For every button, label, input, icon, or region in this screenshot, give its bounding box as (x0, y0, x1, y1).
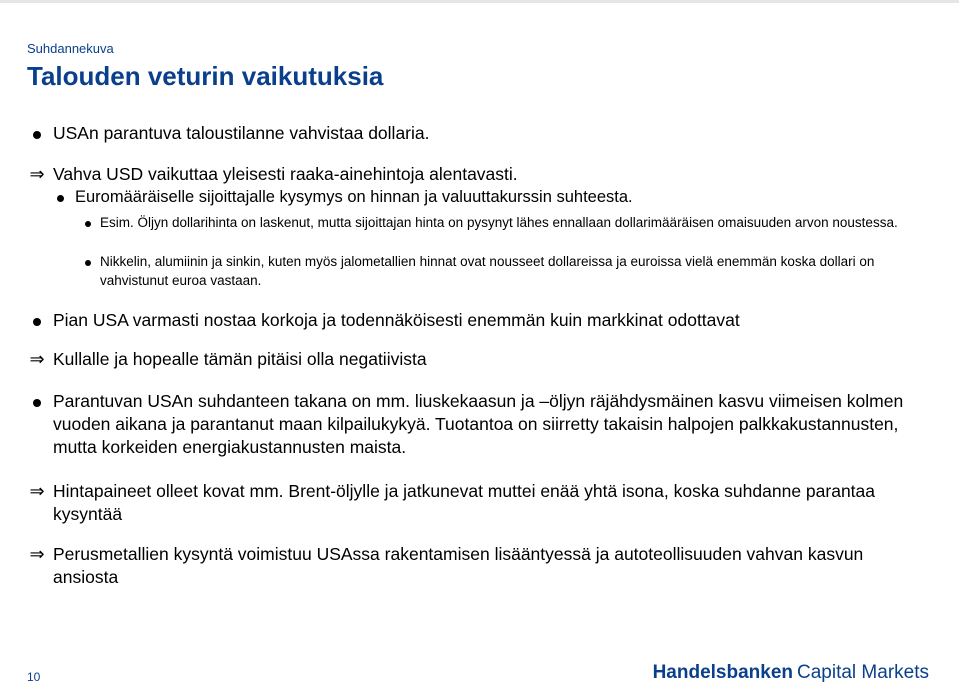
bullet-dot-icon (80, 252, 96, 271)
page-title: Talouden veturin vaikutuksia (27, 61, 384, 91)
bullet-item (27, 309, 932, 332)
bullet-text: USAn parantuva taloustilanne vahvistaa dollaria. (53, 123, 430, 143)
bullet-item (27, 543, 932, 589)
bullet-dot-icon (51, 186, 69, 208)
bullet-text: Euromääräiselle sijoittajalle kysymys on hinnan ja valuuttakurssin suhteesta. (75, 188, 633, 206)
bullet-text: Pian USA varmasti nostaa korkoja ja todennäköisesti enemmän kuin markkinat odottavat (53, 310, 740, 330)
brand-name: Handelsbanken (652, 662, 793, 683)
bullet-text: Perusmetallien kysyntä voimistuu USAssa rakentamisen lisääntyessä ja autoteollisuuden vahvan kasvun ansiosta (53, 544, 864, 587)
bullet-item (27, 122, 932, 145)
bullet-dot-icon (27, 122, 47, 145)
bullet-item (80, 252, 930, 290)
bullet-item (27, 163, 932, 186)
bullet-item (80, 213, 930, 232)
section-label: Suhdannekuva (27, 41, 114, 56)
bullet-text: Kullalle ja hopealle tämän pitäisi olla negatiivista (53, 349, 427, 369)
bullet-item (27, 480, 932, 526)
brand-logo (653, 662, 929, 684)
brand-suffix: Capital Markets (797, 662, 929, 683)
bullet-item (51, 186, 931, 208)
bullet-text: Esim. Öljyn dollarihinta on laskenut, mutta sijoittajan hinta on pysynyt lähes ennallaan dollarimääräisen omaisuuden arvon noustessa. (100, 215, 898, 230)
bullet-text: Hintapaineet olleet kovat mm. Brent-öljylle ja jatkunevat muttei enää yhtä isona, koska suhdanne parantaa kysyntää (53, 481, 876, 524)
bullet-dot-icon (80, 213, 96, 232)
bullet-item (27, 348, 932, 371)
arrow-right-icon: ⇒ (29, 481, 45, 501)
bullet-text: Parantuvan USAn suhdanteen takana on mm. liuskekaasun ja –öljyn räjähdysmäinen kasvu viimeisen kolmen vuoden aikana ja parantanut maan kilpailukykyä. Tuotantoa on siirretty takaisin halpojen palkkakustannusten, mutta korkeiden energiakustannusten maista. (53, 391, 904, 457)
arrow-right-icon: ⇒ (29, 544, 45, 564)
page-number: 10 (27, 670, 41, 684)
bullet-dot-icon (27, 309, 47, 332)
bullet-item (27, 390, 932, 459)
arrow-right-icon: ⇒ (29, 164, 45, 184)
bullet-dot-icon (27, 390, 47, 413)
bullet-text: Vahva USD vaikuttaa yleisesti raaka-ainehintoja alentavasti. (53, 164, 518, 184)
bullet-text: Nikkelin, alumiinin ja sinkin, kuten myös jalometallien hinnat ovat nousseet dollareissa ja euroissa vielä enemmän koska dollari on vahvistunut euroa vastaan. (100, 254, 875, 288)
arrow-right-icon: ⇒ (29, 349, 45, 369)
